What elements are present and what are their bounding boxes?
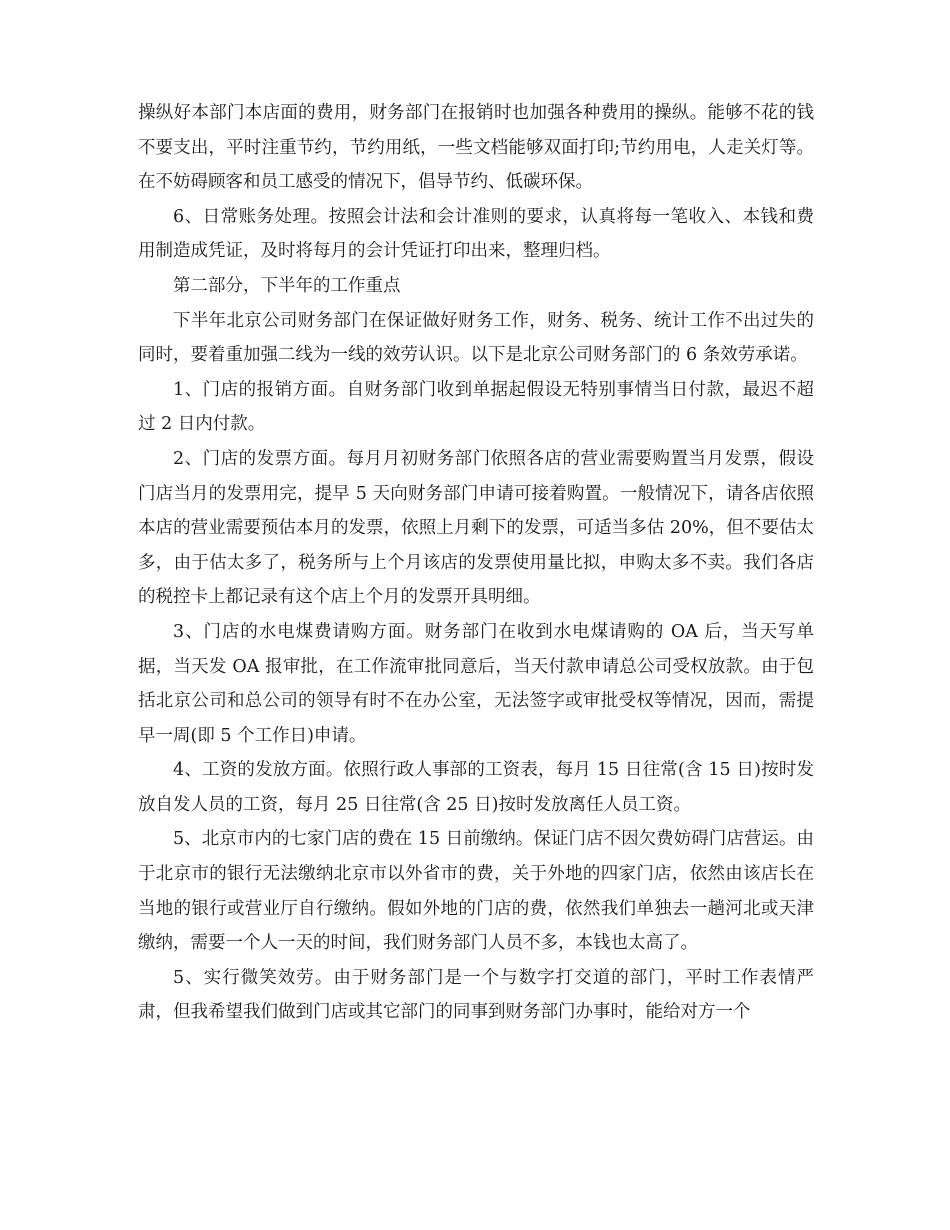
paragraph-daily-accounting: 6、日常账务处理。按照会计法和会计准则的要求，认真将每一笔收入、本钱和费用制造成凭证，及时将每月的会计凭证打印出来，整理归档。 [138, 206, 814, 262]
paragraph-store-fees: 5、北京市内的七家门店的费在 15 日前缴纳。保证门店不因欠费妨碍门店营运。由于北京市的银行无法缴纳北京市以外省市的费，关于外地的四家门店，依然由该店长在当地的银行或营业厅自行缴纳。假如外地的门店的费，依然我们单独去一趟河北或天津缴纳，需要一个人一天的时间，我们财务部门人员不多，本钱也太高了。 [138, 829, 814, 954]
paragraph-utilities: 3、门店的水电煤费请购方面。财务部门在收到水电煤请购的 OA 后，当天写单据，当天发 OA 报审批，在工作流审批同意后，当天付款申请总公司受权放款。由于包括北京公司和总公司的领导有时不在办公室，无法签字或审批受权等情况，因而，需提早一周(即 5 个工作日)申请。 [138, 621, 814, 746]
paragraph-second-half-intro: 下半年北京公司财务部门在保证做好财务工作，财务、税务、统计工作不出过失的同时，要着重加强二线为一线的效劳认识。以下是北京公司财务部门的 6 条效劳承诺。 [138, 310, 814, 366]
paragraph-payroll: 4、工资的发放方面。依照行政人事部的工资表，每月 15 日往常(含 15 日)按时发放自发人员的工资，每月 25 日往常(含 25 日)按时发放离任人员工资。 [138, 760, 814, 815]
section-heading-part-two: 第二部分，下半年的工作重点 [173, 275, 401, 296]
paragraph-smile-service: 5、实行微笑效劳。由于财务部门是一个与数字打交道的部门，平时工作表情严肃，但我希望我们做到门店或其它部门的同事到财务部门办事时，能给对方一个 [138, 967, 814, 1023]
document-body [138, 96, 814, 1030]
paragraph-invoices: 2、门店的发票方面。每月月初财务部门依照各店的营业需要购置当月发票，假设门店当月的发票用完，提早 5 天向财务部门申请可接着购置。一般情况下，请各店依照本店的营业需要预估本月的发票，依照上月剩下的发票，可适当多估 20%，但不要估太多，由于估太多了，税务所与上个月该店的发票使用量比拟，申购太多不卖。我们各店的税控卡上都记录有这个店上个月的发票开具明细。 [138, 448, 814, 608]
paragraph-reimbursement: 1、门店的报销方面。自财务部门收到单据起假设无特别事情当日付款，最迟不超过 2 日内付款。 [138, 379, 814, 435]
paragraph-expense-control: 操纵好本部门本店面的费用，财务部门在报销时也加强各种费用的操纵。能够不花的钱不要支出，平时注重节约，节约用纸，一些文档能够双面打印;节约用电，人走关灯等。在不妨碍顾客和员工感受的情况下，倡导节约、低碳环保。 [138, 103, 814, 193]
